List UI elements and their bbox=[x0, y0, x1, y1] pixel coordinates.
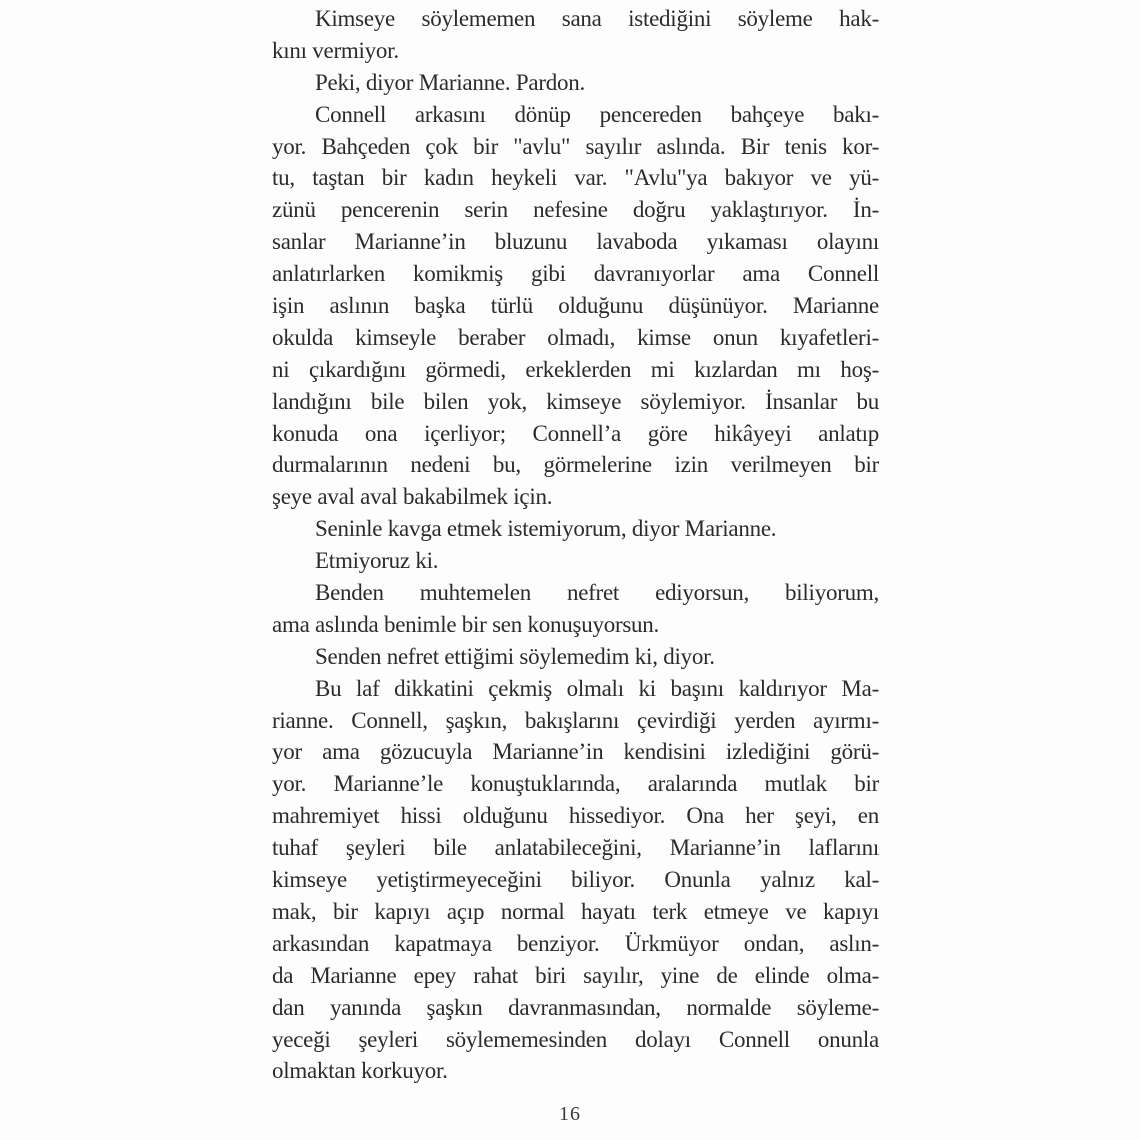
text-line: durmalarının nedeni bu, görmelerine izin verilmeyen bir bbox=[272, 452, 879, 478]
text-line: kını vermiyor. bbox=[272, 37, 399, 63]
text-line: olmaktan korkuyor. bbox=[272, 1058, 448, 1084]
text-line: da Marianne epey rahat biri sayılır, yine de elinde olma- bbox=[272, 962, 879, 988]
text-line: zünü pencerenin serin nefesine doğru yaklaştırıyor. İn- bbox=[272, 197, 879, 223]
text-line: sanlar Marianne’in bluzunu lavaboda yıkaması olayını bbox=[272, 229, 879, 255]
text-line: yeceği şeyleri söylememesinden dolayı Connell onunla bbox=[272, 1026, 879, 1052]
text-line: ni çıkardığını görmedi, erkeklerden mi kızlardan mı hoş- bbox=[272, 356, 879, 382]
text-line: Peki, diyor Marianne. Pardon. bbox=[315, 69, 585, 95]
text-line: yor. Marianne’le konuştuklarında, aralarında mutlak bir bbox=[272, 771, 879, 797]
text-line: okulda kimseyle beraber olmadı, kimse onun kıyafetleri- bbox=[272, 324, 879, 350]
text-line: Bu laf dikkatini çekmiş olmalı ki başını kaldırıyor Ma- bbox=[315, 675, 879, 701]
text-line: rianne. Connell, şaşkın, bakışlarını çevirdiği yerden ayırmı- bbox=[272, 707, 879, 733]
text-line: ama aslında benimle bir sen konuşuyorsun. bbox=[272, 611, 660, 637]
text-line: işin aslının başka türlü olduğunu düşünüyor. Marianne bbox=[272, 293, 879, 319]
text-line: kimseye yetiştirmeyeceğini biliyor. Onunla yalnız kal- bbox=[272, 867, 879, 893]
page-number: 16 bbox=[559, 1103, 581, 1125]
text-line: mahremiyet hissi olduğunu hissediyor. Ona her şeyi, en bbox=[272, 803, 879, 829]
text-line: Benden muhtemelen nefret ediyorsun, biliyorum, bbox=[315, 580, 879, 606]
text-line: Senden nefret ettiğimi söylemedim ki, diyor. bbox=[315, 643, 715, 669]
text-line: Connell arkasını dönüp pencereden bahçeye bakı- bbox=[315, 101, 879, 127]
text-line: yor. Bahçeden çok bir "avlu" sayılır aslında. Bir tenis kor- bbox=[272, 133, 879, 159]
text-block bbox=[272, 3, 879, 1087]
text-line: şeye aval aval bakabilmek için. bbox=[272, 484, 553, 510]
text-line: konuda ona içerliyor; Connell’a göre hikâyeyi anlatıp bbox=[272, 420, 879, 446]
text-line: dan yanında şaşkın davranmasından, normalde söyleme- bbox=[272, 994, 879, 1020]
text-line: arkasından kapatmaya benziyor. Ürkmüyor ondan, aslın- bbox=[272, 930, 879, 956]
text-line: tuhaf şeyleri bile anlatabileceğini, Marianne’in laflarını bbox=[272, 835, 879, 861]
text-line: mak, bir kapıyı açıp normal hayatı terk etmeye ve kapıyı bbox=[272, 898, 879, 924]
text-line: tu, taştan bir kadın heykeli var. "Avlu"ya bakıyor ve yü- bbox=[272, 165, 879, 191]
text-line: yor ama gözucuyla Marianne’in kendisini izlediğini görü- bbox=[272, 739, 879, 765]
text-line: Seninle kavga etmek istemiyorum, diyor Marianne. bbox=[315, 516, 777, 542]
text-line: landığını bile bilen yok, kimseye söylemiyor. İnsanlar bu bbox=[272, 388, 879, 414]
text-line: anlatırlarken komikmiş gibi davranıyorlar ama Connell bbox=[272, 261, 879, 287]
text-line: Etmiyoruz ki. bbox=[315, 548, 439, 574]
text-line: Kimseye söylememen sana istediğini söyleme hak- bbox=[315, 6, 879, 31]
